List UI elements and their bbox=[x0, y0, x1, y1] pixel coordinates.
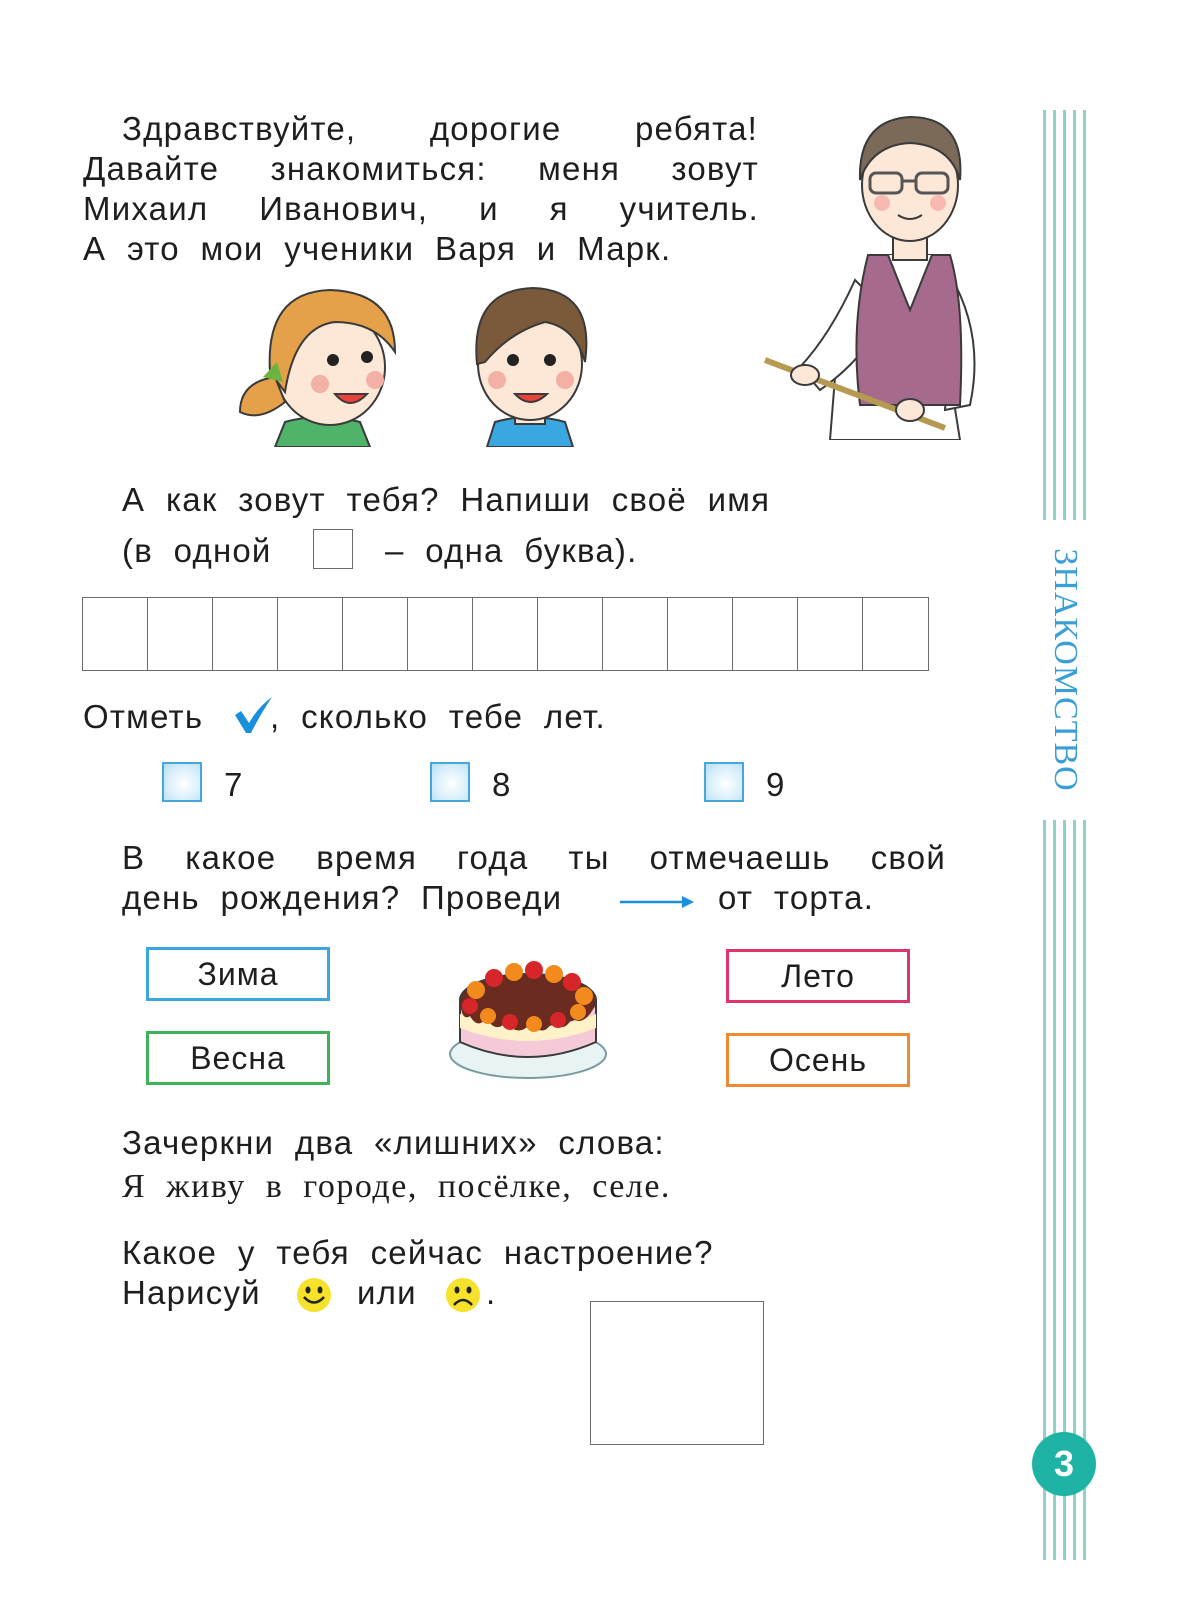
season-winter-box[interactable]: Зима bbox=[146, 947, 330, 1001]
age-option-7: 7 bbox=[224, 766, 244, 803]
letter-cell[interactable] bbox=[668, 598, 733, 670]
letter-cell[interactable] bbox=[148, 598, 213, 670]
odd-words-sentence: Я живу в городе, посёлке, селе. bbox=[122, 1168, 671, 1205]
birthday-task-line-2-end: от торта. bbox=[718, 879, 875, 916]
odd-words-instruction: Зачеркни два «лишних» слова: bbox=[122, 1124, 665, 1161]
letter-cell[interactable] bbox=[473, 598, 538, 670]
letter-cell[interactable] bbox=[798, 598, 863, 670]
side-stripe bbox=[1063, 110, 1066, 1560]
side-stripe bbox=[1043, 110, 1046, 1560]
mood-drawing-box[interactable] bbox=[590, 1301, 764, 1445]
age-checkbox-9[interactable] bbox=[704, 762, 744, 802]
birthday-task-line-1: В какое время года ты отмечаешь свой bbox=[122, 839, 946, 876]
arrow-right-icon bbox=[620, 893, 695, 911]
letter-cell[interactable] bbox=[278, 598, 343, 670]
name-task-line-2-start: (в одной bbox=[122, 532, 272, 569]
age-task-label-end: , сколько тебе лет. bbox=[270, 698, 606, 735]
side-stripe bbox=[1053, 110, 1056, 1560]
age-option-8: 8 bbox=[492, 766, 512, 803]
intro-line-3: Михаил Иванович, и я учитель. bbox=[83, 190, 759, 227]
birthday-task-line-2-start: день рождения? Проведи bbox=[122, 879, 563, 916]
letter-cell[interactable] bbox=[538, 598, 603, 670]
smiley-sad-icon bbox=[444, 1276, 482, 1314]
page-number-badge bbox=[1032, 1432, 1096, 1496]
intro-line-2: Давайте знакомиться: меня зовут bbox=[83, 150, 759, 187]
mood-task-line-2-mid: или bbox=[357, 1274, 417, 1311]
age-option-9: 9 bbox=[766, 766, 786, 803]
age-checkbox-8[interactable] bbox=[430, 762, 470, 802]
letter-cell[interactable] bbox=[83, 598, 148, 670]
mood-task-line-2-end: . bbox=[486, 1274, 497, 1311]
girl-varya-illustration bbox=[235, 282, 405, 447]
name-task-line-2-end: – одна буква). bbox=[385, 532, 638, 569]
page-number: 3 bbox=[1053, 1443, 1075, 1484]
age-task-label-start: Отметь bbox=[83, 698, 204, 735]
mood-task-line-1: Какое у тебя сейчас настроение? bbox=[122, 1234, 714, 1271]
season-spring-box[interactable]: Весна bbox=[146, 1031, 330, 1085]
section-side-label: ЗНАКОМСТВО bbox=[1047, 548, 1084, 792]
age-checkbox-7[interactable] bbox=[162, 762, 202, 802]
teacher-illustration bbox=[760, 105, 1000, 440]
side-stripe bbox=[1073, 110, 1076, 1560]
letter-cell[interactable] bbox=[213, 598, 278, 670]
mood-task-line-2-start: Нарисуй bbox=[122, 1274, 261, 1311]
letter-cell[interactable] bbox=[733, 598, 798, 670]
name-letter-grid bbox=[82, 597, 929, 671]
side-stripe bbox=[1083, 110, 1086, 1560]
birthday-cake-illustration bbox=[448, 942, 608, 1087]
intro-line-4: А это мои ученики Варя и Марк. bbox=[83, 230, 672, 267]
letter-cell[interactable] bbox=[343, 598, 408, 670]
season-summer-box[interactable]: Лето bbox=[726, 949, 910, 1003]
example-letter-box bbox=[313, 529, 353, 569]
name-task-line-1: А как зовут тебя? Напиши своё имя bbox=[122, 481, 771, 518]
smiley-happy-icon bbox=[295, 1276, 333, 1314]
letter-cell[interactable] bbox=[603, 598, 668, 670]
checkmark-icon bbox=[232, 695, 274, 735]
boy-mark-illustration bbox=[455, 282, 605, 447]
letter-cell[interactable] bbox=[408, 598, 473, 670]
intro-line-1: Здравствуйте, дорогие ребята! bbox=[122, 110, 758, 147]
season-autumn-box[interactable]: Осень bbox=[726, 1033, 910, 1087]
letter-cell[interactable] bbox=[863, 598, 928, 670]
